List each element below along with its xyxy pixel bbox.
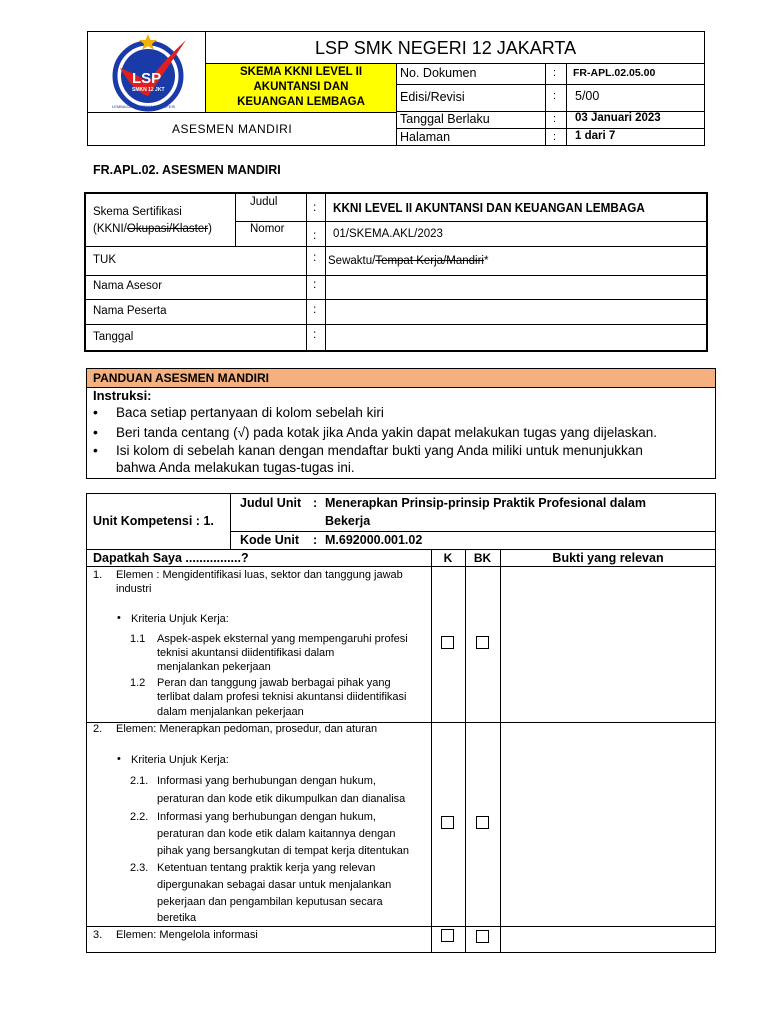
kuk-label: Kriteria Unjuk Kerja: [131, 613, 229, 625]
instruction-item: Beri tanda centang (√) pada kotak jika Anda yakin dapat melakukan tugas yang dijelaskan. [116, 425, 658, 440]
colon: : [313, 302, 317, 316]
meta-value-dokumen: FR-APL.02.05.00 [573, 67, 656, 79]
skema-sublabel: (KKNI/Okupasi/Klaster) [93, 223, 212, 235]
peserta-input[interactable] [326, 300, 706, 323]
element-number: 1. [93, 569, 103, 581]
kuk-number: 1.1 [130, 633, 146, 645]
kuk-text: peraturan dan kode etik dalam kaitannya dengan [157, 828, 396, 840]
tanggal-label: Tanggal [93, 331, 134, 343]
colon: : [313, 250, 317, 264]
judul-unit-value-cont: Bekerja [325, 514, 371, 528]
judul-label: Judul [250, 196, 278, 208]
judul-unit-value: Menerapkan Prinsip-prinsip Praktik Profesional dalam [325, 496, 646, 510]
element-number: 2. [93, 723, 103, 735]
kuk-text: dalam menjalankan pekerjaan [157, 706, 304, 718]
meta-label-dokumen: No. Dokumen [400, 66, 477, 80]
kuk-number: 1.2 [130, 677, 146, 689]
kuk-text: teknisi akuntansi diidentifikasi dalam [157, 647, 335, 659]
bullet-dot: • [117, 753, 121, 765]
kuk-text: Aspek-aspek eksternal yang mempengaruhi profesi [157, 633, 408, 645]
tanggal-input[interactable] [326, 325, 706, 350]
kuk-text: beretika [157, 912, 197, 924]
meta-label-tanggal: Tanggal Berlaku [400, 112, 490, 126]
kuk-text: terlibat dalam profesi teknisi akuntansi diidentifikasi [157, 691, 407, 703]
nomor-value: 01/SKEMA.AKL/2023 [333, 228, 443, 240]
k-checkbox[interactable] [441, 816, 454, 829]
meta-value-halaman: 1 dari 7 [575, 130, 616, 142]
kuk-text: dipergunakan sebagai dasar untuk menjalankan [157, 879, 392, 891]
bullet-dot: • [117, 612, 121, 624]
instruksi-label: Instruksi: [93, 388, 152, 403]
col-header-k: K [443, 551, 453, 565]
colon: : [313, 228, 317, 242]
kuk-number: 2.1. [130, 775, 149, 787]
meta-label-edisi: Edisi/Revisi [400, 90, 465, 104]
bk-checkbox[interactable] [476, 636, 489, 649]
element-title: Elemen: Menerapkan pedoman, prosedur, dan aturan [116, 723, 378, 735]
panduan-header: PANDUAN ASESMEN MANDIRI [93, 371, 270, 385]
kuk-number: 2.2. [130, 811, 149, 823]
kuk-text: Informasi yang berhubungan dengan hukum, [157, 775, 376, 787]
skema-label: Skema Sertifikasi [93, 206, 182, 218]
meta-value-tanggal: 03 Januari 2023 [575, 112, 661, 124]
kuk-number: 2.3. [130, 862, 149, 874]
k-checkbox[interactable] [441, 929, 454, 942]
meta-label-halaman: Halaman [400, 130, 451, 144]
meta-colon: : [553, 90, 557, 102]
tuk-value: Sewaktu/Tempat Kerja/Mandiri* [328, 255, 489, 267]
bukti-input[interactable] [501, 927, 715, 952]
scheme-line-1: SKEMA KKNI LEVEL II [239, 66, 363, 78]
element-title-cont: industri [116, 583, 152, 595]
kuk-text: Peran dan tanggung jawab berbagai pihak yang [157, 677, 391, 689]
bullet-dot: • [93, 424, 98, 440]
kuk-text: Informasi yang berhubungan dengan hukum, [157, 811, 376, 823]
bullet-dot: • [93, 442, 98, 458]
peserta-label: Nama Peserta [93, 305, 167, 317]
org-title: LSP SMK NEGERI 12 JAKARTA [315, 38, 577, 58]
nomor-label: Nomor [250, 223, 285, 235]
logo-ring-text: LEMBAGA SERTIFIKASI PROFESI [112, 104, 176, 109]
k-checkbox[interactable] [441, 636, 454, 649]
judul-unit-label: Judul Unit [240, 496, 302, 510]
kuk-text: menjalankan pekerjaan [157, 661, 271, 673]
kuk-label: Kriteria Unjuk Kerja: [131, 754, 229, 766]
bukti-input[interactable] [501, 567, 715, 721]
colon: : [313, 200, 317, 214]
section-title: FR.APL.02. ASESMEN MANDIRI [93, 163, 281, 177]
logo-text: LSP [132, 70, 162, 87]
scheme-line-2: AKUNTANSI DAN [253, 81, 349, 93]
meta-colon: : [553, 113, 557, 125]
kode-unit-value: M.692000.001.02 [325, 533, 423, 547]
asesor-label: Nama Asesor [93, 280, 163, 292]
unit-label: Unit Kompetensi : 1. [93, 514, 214, 528]
kuk-text: pekerjaan dan pengambilan keputusan secara [157, 896, 383, 908]
element-number: 3. [93, 929, 103, 941]
col-header-bukti: Bukti yang relevan [552, 551, 664, 565]
colon: : [313, 496, 318, 510]
element-title: Elemen: Mengelola informasi [116, 929, 258, 941]
bk-checkbox[interactable] [476, 816, 489, 829]
element-title: Elemen : Mengidentifikasi luas, sektor dan tanggung jawab [116, 569, 403, 581]
colon: : [313, 327, 317, 341]
logo-subtext: SMKN 12 JKT [132, 87, 165, 93]
meta-colon: : [553, 67, 557, 79]
lsp-logo [104, 30, 192, 112]
meta-value-edisi: 5/00 [575, 89, 600, 103]
kuk-text: peraturan dan kode etik dikumpulkan dan dianalisa [157, 793, 406, 805]
kuk-text: pihak yang bersangkutan di tempat kerja ditentukan [157, 845, 409, 857]
judul-value: KKNI LEVEL II AKUNTANSI DAN KEUANGAN LEMBAGA [333, 200, 645, 215]
asesor-input[interactable] [326, 276, 706, 298]
scheme-line-3: KEUANGAN LEMBAGA [237, 96, 365, 108]
bullet-dot: • [93, 404, 98, 420]
instruction-item-cont: bahwa Anda melakukan tugas-tugas ini. [116, 460, 355, 475]
instruction-item: Isi kolom di sebelah kanan dengan mendaftar bukti yang Anda miliki untuk menunjukkan [116, 443, 643, 458]
tuk-label: TUK [93, 254, 116, 266]
col-header-question: Dapatkah Saya ................? [93, 551, 249, 565]
colon: : [313, 533, 318, 547]
kuk-text: Ketentuan tentang praktik kerja yang relevan [157, 862, 376, 874]
bukti-input[interactable] [501, 723, 715, 925]
form-name: ASESMEN MANDIRI [172, 122, 293, 136]
colon: : [313, 277, 317, 291]
col-header-bk: BK [473, 551, 492, 565]
instruction-item: Baca setiap pertanyaan di kolom sebelah kiri [116, 405, 384, 420]
meta-colon: : [553, 131, 557, 143]
kode-unit-label: Kode Unit [240, 533, 300, 547]
bk-checkbox[interactable] [476, 930, 489, 943]
